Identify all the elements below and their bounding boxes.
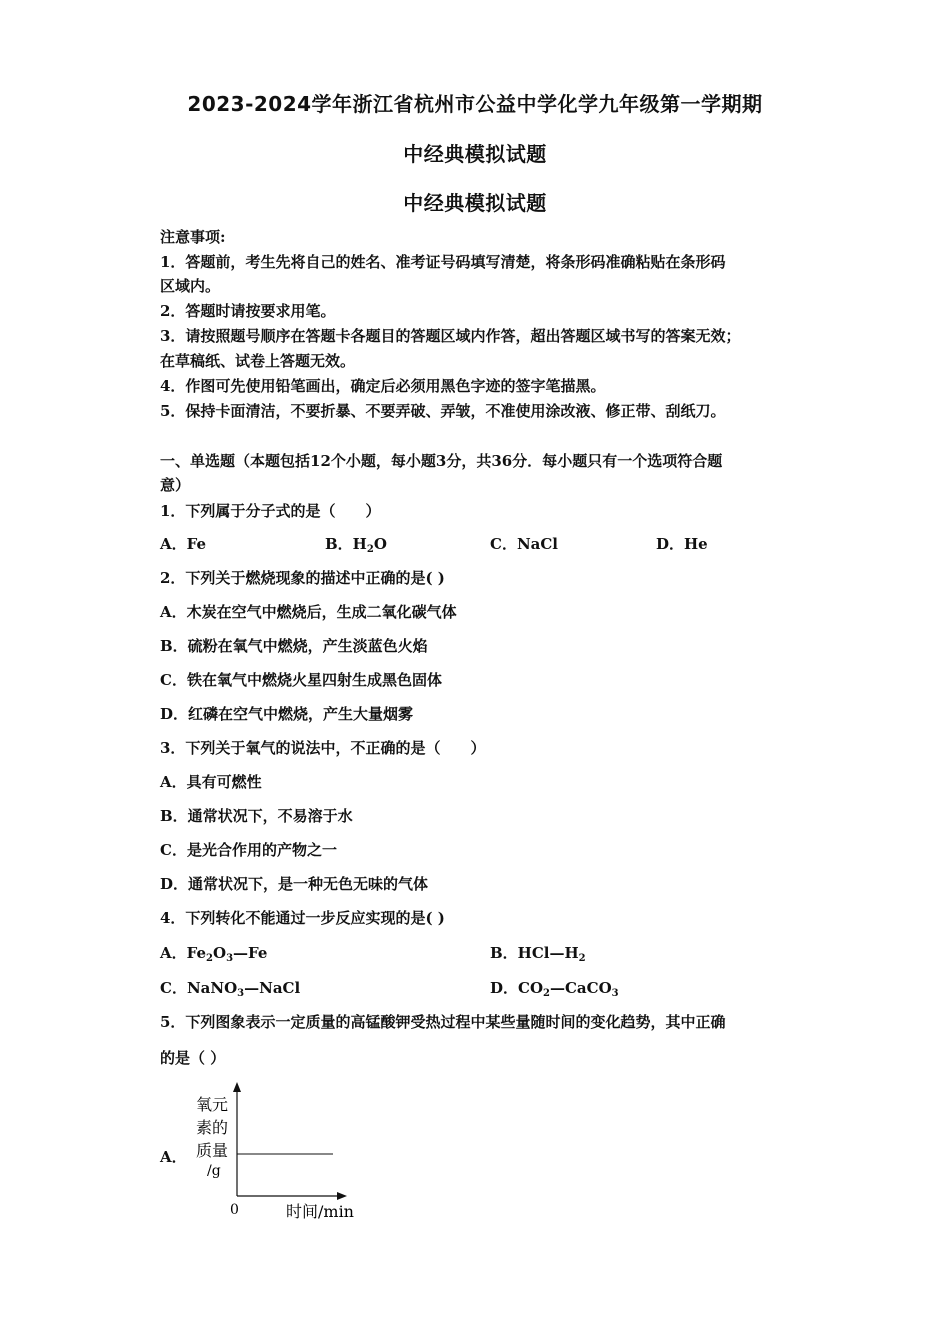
- question-4-option-c[interactable]: [160, 978, 300, 998]
- formula-subscript: 2: [206, 953, 213, 964]
- question-3-option-b[interactable]: B．通常状况下，不易溶于水: [160, 807, 353, 825]
- notice-item-4: 4．作图可先使用铅笔画出，确定后必须用黑色字迹的签字笔描黑。: [160, 377, 606, 395]
- question-3-option-c[interactable]: C．是光合作用的产物之一: [160, 841, 337, 859]
- notice-item-1-cont: 区域内。: [160, 277, 221, 295]
- formula-part: —NaCl: [244, 979, 301, 997]
- question-2-option-d[interactable]: D．红磷在空气中燃烧，产生大量烟雾: [160, 705, 414, 723]
- formula-subscript: 3: [611, 988, 619, 999]
- question-2-stem: 2．下列关于燃烧现象的描述中正确的是( ): [160, 569, 445, 587]
- origin-label: 0: [230, 1202, 239, 1218]
- formula-part: O: [373, 535, 387, 553]
- question-3-option-d[interactable]: D．通常状况下，是一种无色无味的气体: [160, 875, 429, 893]
- notice-item-2: 2．答题时请按要求用笔。: [160, 302, 336, 320]
- formula-part: D．CO: [490, 979, 544, 997]
- question-5-option-a[interactable]: A．: [160, 1148, 187, 1166]
- question-3-option-a[interactable]: A．具有可燃性: [160, 773, 262, 791]
- notice-item-1: 1．答题前，考生先将自己的姓名、准考证号码填写清楚，将条形码准确粘贴在条形码: [160, 253, 726, 271]
- question-4-option-a[interactable]: [160, 943, 267, 963]
- question-1-option-c[interactable]: C．NaCl: [490, 535, 559, 553]
- question-1-stem: 1．下列属于分子式的是（ ）: [160, 502, 381, 520]
- formula-subscript: 2: [366, 544, 374, 555]
- formula-part: —CaCO: [549, 979, 612, 997]
- notice-item-5: 5．保持卡面清洁，不要折暴、不要弄破、弄皱，不准使用涂改液、修正带、刮纸刀。: [160, 402, 726, 420]
- exam-title-line3: 中经典模拟试题: [403, 191, 547, 215]
- notice-item-3-cont: 在草稿纸、试卷上答题无效。: [160, 352, 356, 370]
- formula-part: A．Fe: [160, 944, 207, 962]
- question-2-option-a[interactable]: A．木炭在空气中燃烧后，生成二氧化碳气体: [160, 603, 457, 621]
- y-label-unit: /g: [207, 1163, 221, 1179]
- section-heading: 一、单选题（本题包括12个小题，每小题3分，共36分．每小题只有一个选项符合题: [160, 452, 723, 470]
- notice-item-3: 3．请按照题号顺序在答题卡各题目的答题区域内作答，超出答题区域书写的答案无效；: [160, 327, 741, 345]
- notice-heading: 注意事项:: [160, 228, 226, 246]
- formula-subscript: 3: [226, 953, 234, 964]
- formula-part: B．H: [325, 535, 367, 553]
- x-label: 时间/min: [286, 1202, 354, 1221]
- formula-part: B．HCl—H: [490, 944, 579, 962]
- exam-title-line2: 中经典模拟试题: [403, 142, 547, 166]
- question-4-option-d[interactable]: [490, 978, 619, 998]
- formula-part: —Fe: [233, 944, 268, 962]
- formula-subscript: 2: [578, 953, 586, 964]
- formula-part: O: [212, 944, 227, 962]
- x-axis-arrow: [337, 1192, 347, 1200]
- question-4-stem: 4．下列转化不能通过一步反应实现的是( ): [160, 909, 445, 927]
- question-1-option-a[interactable]: A．Fe: [160, 535, 207, 553]
- question-2-option-c[interactable]: C．铁在氧气中燃烧火星四射生成黑色固体: [160, 671, 442, 689]
- formula-subscript: 3: [237, 988, 245, 999]
- question-3-stem: 3．下列关于氧气的说法中，不正确的是（ ）: [160, 739, 486, 757]
- question-1-option-b[interactable]: [325, 534, 387, 554]
- formula-part: C．NaNO: [160, 979, 238, 997]
- section-heading-cont: 意）: [160, 476, 191, 494]
- formula-subscript: 2: [543, 988, 550, 999]
- question-5-stem-cont: 的是（ ）: [160, 1049, 226, 1067]
- y-axis-arrow: [233, 1082, 241, 1092]
- exam-title-line1: 2023-2024学年浙江省杭州市公益中学化学九年级第一学期期: [187, 92, 763, 116]
- question-1-option-d[interactable]: D．He: [656, 535, 708, 553]
- question-5-stem: 5．下列图象表示一定质量的高锰酸钾受热过程中某些量随时间的变化趋势，其中正确: [160, 1013, 726, 1031]
- y-label-line3: 质量: [196, 1141, 229, 1160]
- question-2-option-b[interactable]: B．硫粉在氧气中燃烧，产生淡蓝色火焰: [160, 637, 428, 655]
- y-label-line2: 素的: [196, 1118, 229, 1137]
- question-5-graph-a: [190, 1080, 390, 1225]
- question-4-option-b[interactable]: [490, 943, 586, 963]
- y-label-line1: 氧元: [196, 1095, 229, 1114]
